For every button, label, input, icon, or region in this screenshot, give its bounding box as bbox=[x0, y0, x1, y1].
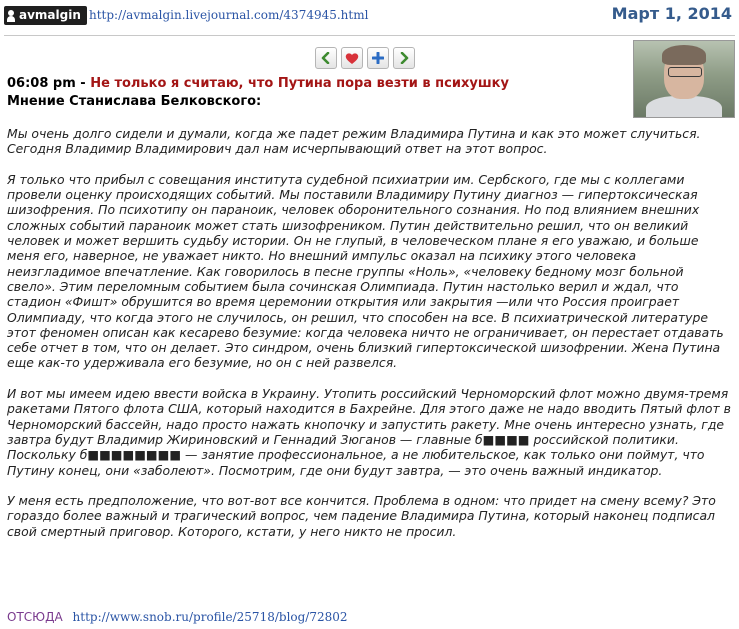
next-entry-button[interactable] bbox=[393, 47, 415, 69]
source-footer-link[interactable]: http://www.snob.ru/profile/25718/blog/72802 bbox=[72, 610, 348, 624]
post-date: Март 1, 2014 bbox=[611, 4, 732, 23]
prev-entry-button[interactable] bbox=[315, 47, 337, 69]
plus-icon bbox=[372, 52, 384, 64]
paragraph: У меня есть предположение, что вот-вот все кончится. Проблема в одном: что придет на смену всему? Это гораздо более важный и трагический вопрос, чем падение Владимира Путина, который наконец подписал свой смертный приговор. Которого, кстати, у него никто не просил. bbox=[7, 493, 716, 539]
post-separator: - bbox=[75, 76, 91, 91]
username: avmalgin bbox=[19, 8, 81, 22]
header-divider bbox=[4, 35, 735, 36]
header-bar bbox=[0, 0, 739, 32]
post-time: 06:08 pm bbox=[7, 76, 76, 91]
source-link[interactable]: http://avmalgin.livejournal.com/4374945.html bbox=[89, 8, 369, 22]
post-body bbox=[7, 126, 733, 554]
source-label: ОТСЮДА bbox=[7, 610, 63, 624]
paragraph: Мы очень долго сидели и думали, когда же падет режим Владимира Путина и как это может случиться. Сегодня Владимир Владимирович дал нам исчерпывающий ответ на этот вопрос. bbox=[7, 126, 701, 157]
post-title[interactable]: Не только я считаю, что Путина пора везти в психушку bbox=[90, 76, 509, 91]
user-icon bbox=[7, 10, 15, 22]
add-friend-button[interactable] bbox=[367, 47, 389, 69]
username-badge[interactable] bbox=[4, 6, 87, 25]
like-button[interactable] bbox=[341, 47, 363, 69]
heart-icon bbox=[345, 52, 359, 65]
post-header bbox=[7, 75, 509, 93]
prev-icon bbox=[320, 52, 332, 64]
paragraph: И вот мы имеем идею ввести войска в Украину. Утопить российский Черноморский флот можно двумя-тремя ракетами Пятого флота США, который находится в Бахрейне. Для этого даже не надо вводить Пятый флот в Черноморский бассейн, надо просто нажать кнопочку и запустить ракету. Мне очень интересно узнать, где завтра будут Владимир Жириновский и Геннадий Зюганов — главные б■■■■ российской политики. Поскольку б■■■■■■■■ — занятие профессиональное, а не любительское, как только они поймут, что Путину конец, они «заболеют». Посмотрим, где они будут завтра, — это очень важный индикатор. bbox=[7, 386, 731, 478]
paragraph: Я только что прибыл с совещания института судебной психиатрии им. Сербского, где мы с коллегами провели оценку происходящих событий. Мы поставили Владимиру Путину диагноз — гипертоксическая шизофрения. По психотипу он параноик, человек оборонительного сознания. Но под влиянием внешних сложных событий параноик может стать шизофреником. Путин действительно решил, что он великий человек и может вершить судьбу истории. Он не глупый, в человеческом плане я его уважаю, и больше меня его, наверное, не уважает никто. Но внешний импульс оказал на психику этого человека неизгладимое впечатление. Как говорилось в песне группы «Ноль», «человеку бедному мозг больной свело». Этим переломным событием была сочинская Олимпиада. Путин настолько верил и ждал, что стадион «Фишт» обрушится во время церемонии открытия или закрытия —или что Россия проиграет Олимпиаду, что когда этого не случилось, он решил, что способен на все. В психиатрической литературе этот феномен описан как кесарево безумие: когда человека ничто не ограничивает, он перестает отдавать себе отчет в том, что он делает. Это синдром, очень близкий гипертоксической шизофрении. Жена Путина еще как-то удерживала его безумие, но он с ней развелся. bbox=[7, 171, 724, 371]
author-photo bbox=[633, 40, 735, 118]
entry-toolbar bbox=[315, 47, 415, 69]
source-footer bbox=[7, 610, 348, 624]
next-icon bbox=[398, 52, 410, 64]
post-subtitle: Мнение Станислава Белковского: bbox=[7, 94, 262, 109]
